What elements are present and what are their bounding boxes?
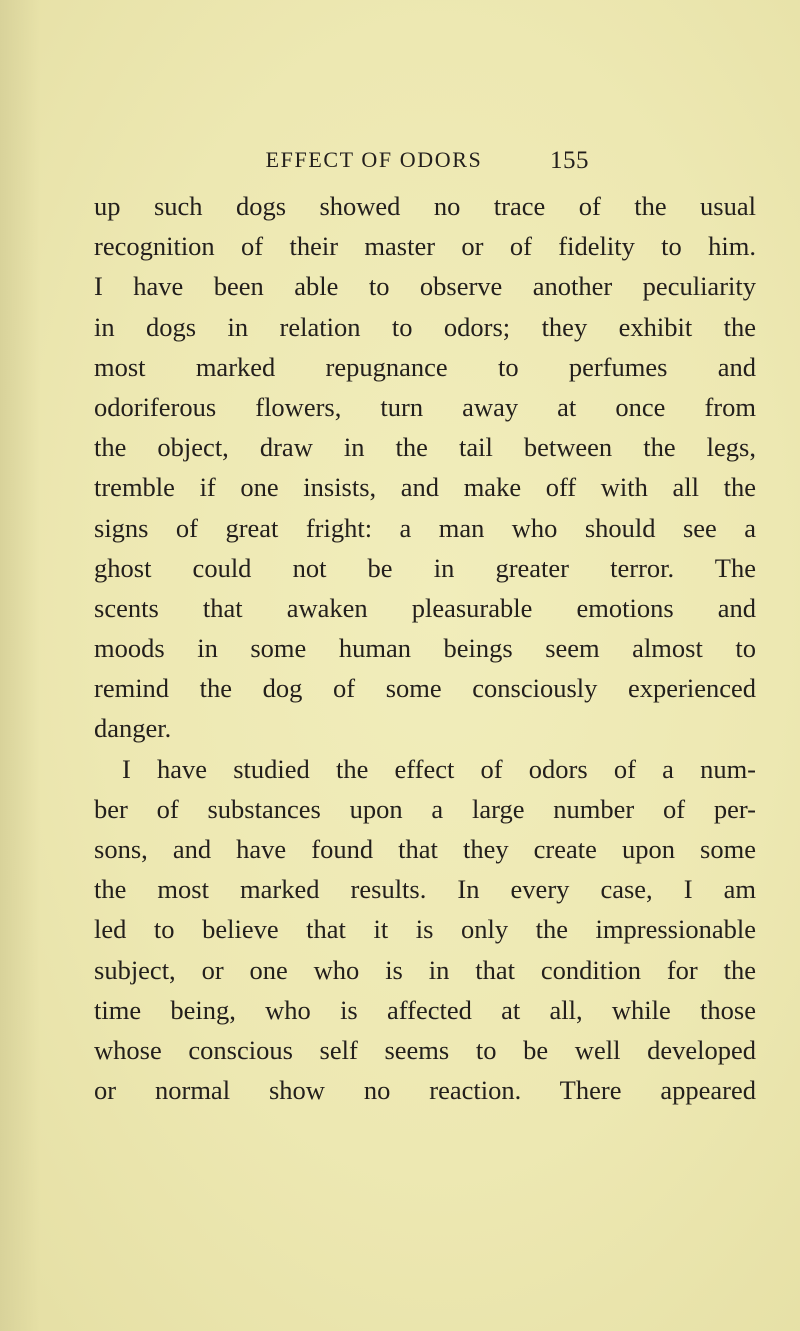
text-line: most marked repugnance to perfumes and [94, 351, 756, 382]
text-line: ber of substances upon a large number of per- [94, 793, 756, 824]
text-line: tremble if one insists, and make off with all the [94, 472, 756, 503]
text-line: I have studied the effect of odors of a num- [122, 753, 756, 784]
text-line: up such dogs showed no trace of the usual [94, 191, 756, 221]
text-line: whose conscious self seems to be well developed [94, 1034, 756, 1065]
text-line: danger. [94, 713, 172, 744]
text-line: the most marked results. In every case, I am [94, 874, 756, 905]
text-line: odoriferous flowers, turn away at once from [94, 391, 756, 422]
page-header [0, 145, 800, 185]
page-number: 155 [550, 147, 589, 174]
body-text [94, 186, 756, 1110]
page-gutter-shadow [0, 0, 40, 1331]
text-line: signs of great fright: a man who should see a [94, 512, 756, 543]
text-line: I have been able to observe another peculiarity [94, 271, 756, 302]
text-line: or normal show no reaction. There appeared [94, 1075, 756, 1106]
text-line: subject, or one who is in that condition for the [94, 954, 756, 985]
text-line: led to believe that it is only the impressionable [94, 914, 756, 945]
running-head: EFFECT OF ODORS [265, 147, 483, 172]
text-line: the object, draw in the tail between the legs, [94, 432, 756, 463]
text-line: remind the dog of some consciously experienced [94, 673, 756, 704]
text-line: in dogs in relation to odors; they exhibit the [94, 311, 756, 342]
text-line: time being, who is affected at all, while those [94, 994, 756, 1025]
text-line: moods in some human beings seem almost to [94, 633, 756, 664]
text-line: ghost could not be in greater terror. The [94, 552, 756, 583]
text-line: recognition of their master or of fidelity to him. [94, 231, 756, 262]
text-line: scents that awaken pleasurable emotions and [94, 592, 756, 623]
text-line: sons, and have found that they create upon some [94, 834, 756, 864]
